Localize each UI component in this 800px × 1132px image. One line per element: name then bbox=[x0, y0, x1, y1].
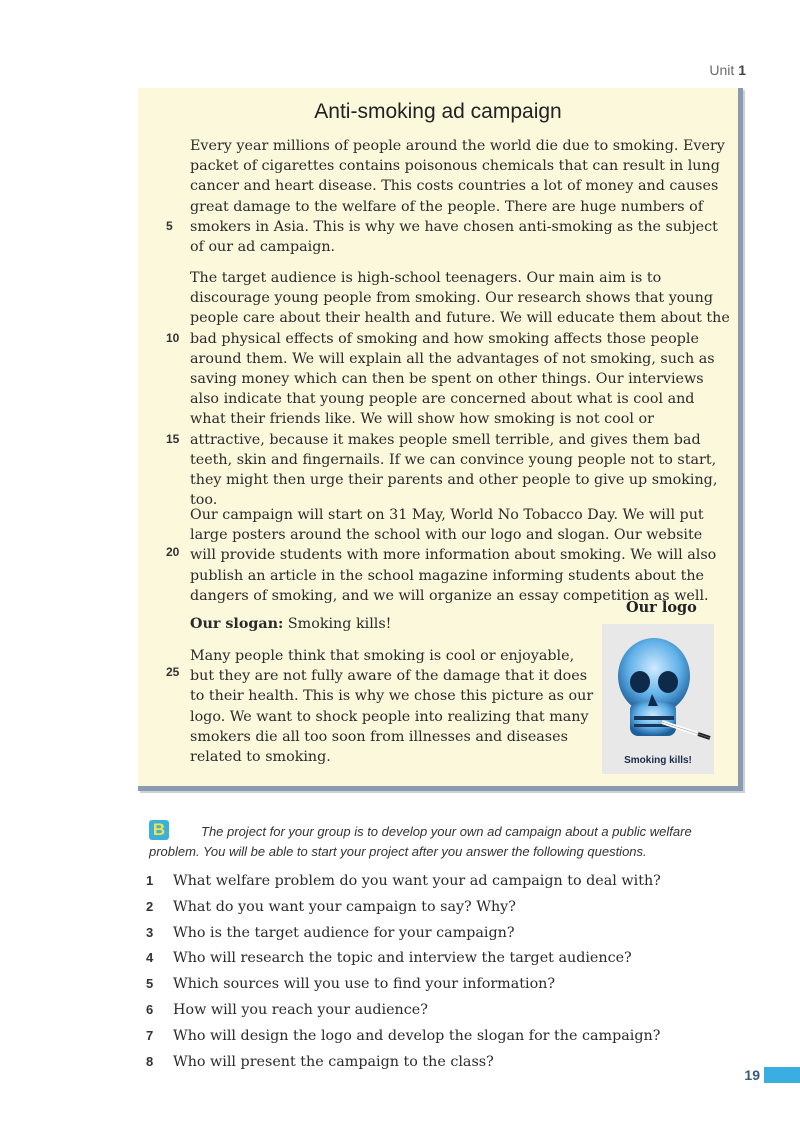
question-number: 1 bbox=[146, 873, 154, 888]
unit-word: Unit bbox=[709, 62, 735, 78]
question-item bbox=[146, 1025, 661, 1051]
article-paragraph-2: The target audience is high-school teenagers. Our main aim is to discourage young people from smoking. Our research shows that young people care about their health and future. We will educate them about the bad physical effects of smoking and how smoking affects those people around them. We will explain all the advantages of not smoking, such as saving money which can then be spent on other things. Our interviews also indicate that young people are concerned about what is cool and what their friends like. We will show how smoking is not cool or attractive, because it makes people smell terrible, and gives them bad teeth, skin and fingernails. If we can convince young people not to start, they might then urge their parents and other people to give up smoking, too. bbox=[190, 270, 730, 509]
question-number: 7 bbox=[146, 1027, 154, 1043]
question-number: 3 bbox=[146, 924, 154, 940]
question-text: What do you want your campaign to say? Why? bbox=[173, 898, 516, 915]
logo-caption: Smoking kills! bbox=[624, 755, 692, 766]
question-number: 2 bbox=[146, 898, 154, 914]
unit-number: 1 bbox=[738, 62, 746, 78]
question-item bbox=[146, 947, 661, 973]
question-item bbox=[146, 870, 661, 896]
question-text: Who will present the campaign to the class? bbox=[173, 1053, 494, 1070]
logo-image bbox=[602, 624, 714, 774]
page-number: 19 bbox=[744, 1067, 760, 1083]
question-text: Which sources will you use to find your information? bbox=[173, 976, 556, 993]
question-item bbox=[146, 922, 661, 948]
slogan-text: Smoking kills! bbox=[283, 616, 392, 632]
question-text: How will you reach your audience? bbox=[173, 1001, 428, 1018]
question-text: What welfare problem do you want your ad campaign to deal with? bbox=[173, 873, 661, 889]
question-item bbox=[146, 973, 661, 999]
question-item bbox=[146, 896, 661, 922]
unit-label bbox=[709, 62, 746, 78]
question-text: Who will design the logo and develop the slogan for the campaign? bbox=[173, 1027, 661, 1044]
line-number-25: 25 bbox=[166, 665, 180, 679]
skull-with-cigarette-icon bbox=[602, 624, 714, 774]
question-list bbox=[146, 870, 661, 1076]
page-accent-bar bbox=[764, 1067, 800, 1083]
question-number: 6 bbox=[146, 1001, 154, 1017]
question-number: 5 bbox=[146, 976, 154, 992]
article-paragraph-3: Our campaign will start on 31 May, World No Tobacco Day. We will put large posters around the school with our logo and slogan. Our website will provide students with more information about smoking. We will also publish an article in the school magazine informing students about the dangers of smoking, and we will organize an essay competition as well. bbox=[190, 507, 717, 604]
article-title: Anti-smoking ad campaign bbox=[314, 100, 562, 123]
logo-label: Our logo bbox=[626, 599, 697, 616]
question-text: Who will research the topic and interview the target audience? bbox=[173, 950, 632, 967]
article-paragraph-4: Many people think that smoking is cool or enjoyable, but they are not fully aware of the damage that it does to their health. This is why we chose this picture as our logo. We want to shock people into realizing that many smokers die all too soon from illnesses and diseases related to smoking. bbox=[190, 648, 594, 766]
question-item bbox=[146, 999, 661, 1025]
question-text: Who is the target audience for your campaign? bbox=[173, 924, 515, 941]
question-item bbox=[146, 1051, 661, 1077]
section-b-instructions: The project for your group is to develop your own ad campaign about a public welfare problem. You will be able to start your project after you answer the following questions. bbox=[149, 824, 692, 859]
section-b-badge: B bbox=[149, 820, 169, 840]
line-number-10: 10 bbox=[166, 331, 180, 345]
line-number-15: 15 bbox=[166, 432, 180, 446]
line-number-20: 20 bbox=[166, 545, 180, 559]
article-paragraph-1: Every year millions of people around the world die due to smoking. Every packet of cigarettes contains poisonous chemicals that can result in lung cancer and heart disease. This costs countries a lot of money and causes great damage to the welfare of the people. There are huge numbers of smokers in Asia. This is why we have chosen anti-smoking as the subject of our ad campaign. bbox=[190, 138, 725, 256]
question-number: 8 bbox=[146, 1053, 154, 1069]
question-number: 4 bbox=[146, 950, 154, 966]
line-number-5: 5 bbox=[166, 219, 173, 233]
slogan-label: Our slogan: bbox=[190, 616, 284, 632]
